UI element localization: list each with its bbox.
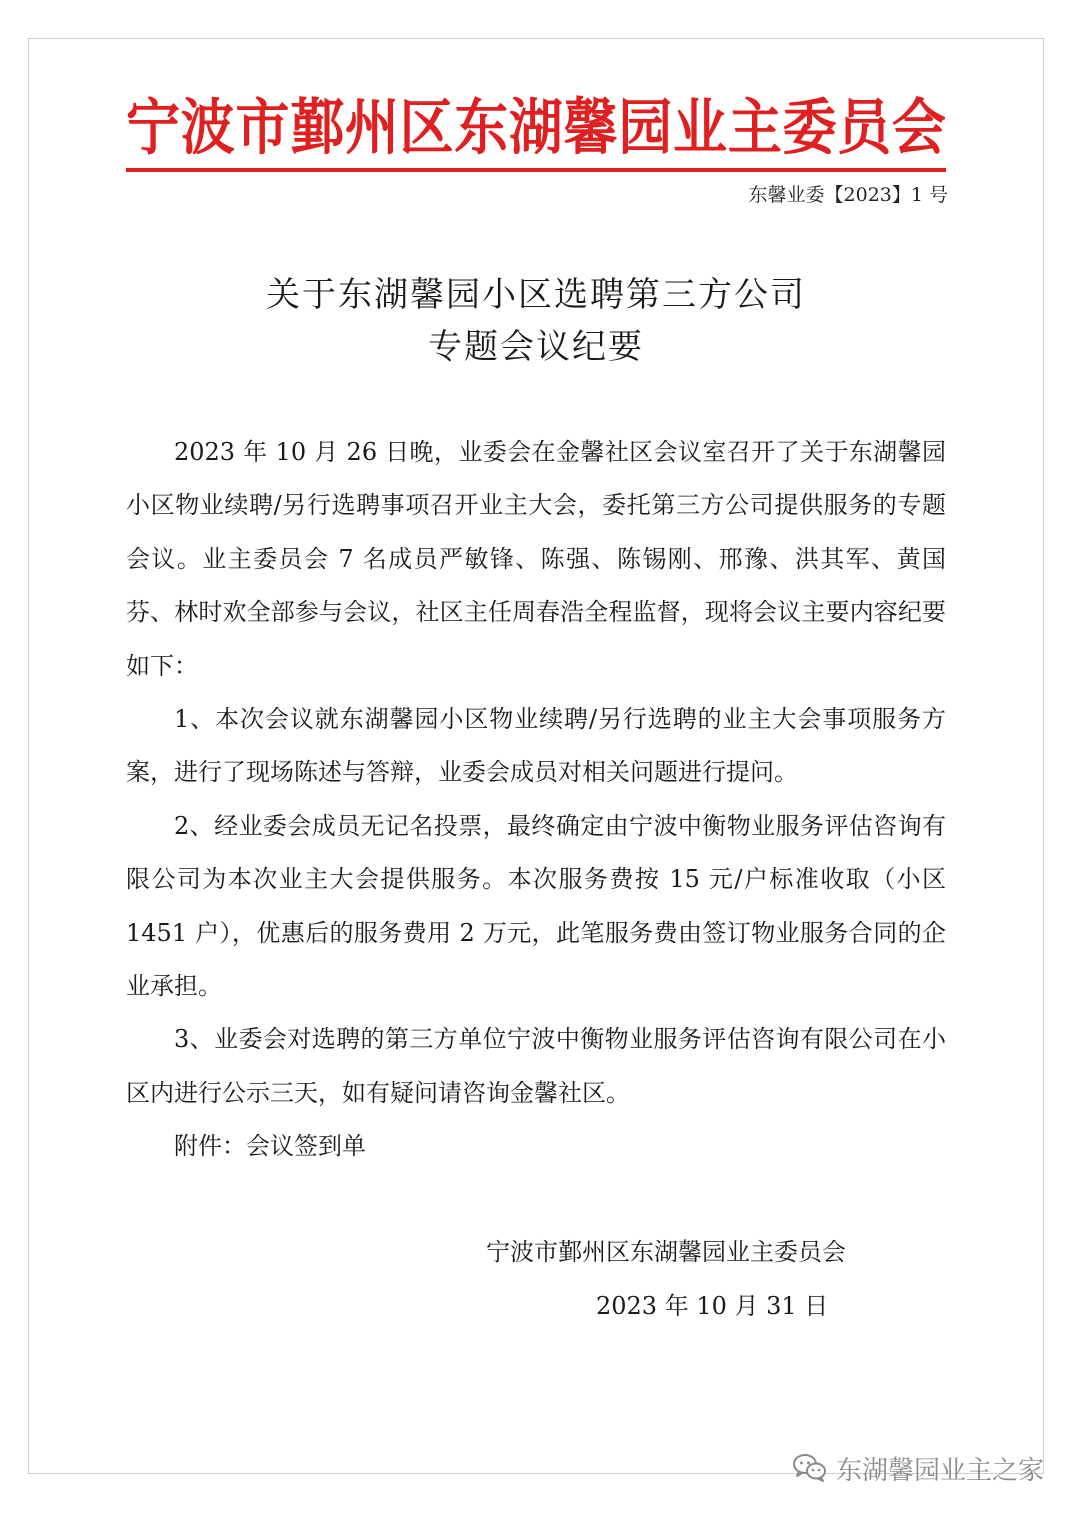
body-paragraph-attachment: 附件：会议签到单 <box>174 1132 366 1161</box>
org-header-char: 湖 <box>508 92 563 163</box>
org-header-char: 东 <box>454 92 509 163</box>
org-header-char: 园 <box>618 92 673 163</box>
body-paragraph-intro: 2023 年 10 月 26 日晚，业委会在金馨社区会议室召开了关于东湖馨园小区物业续聘/另行选聘事项召开业主大会，委托第三方公司提供服务的专题会议。业主委员会 7 名成员严敏锋、陈强、陈锡刚、邢豫、洪其军、黄国芬、林时欢全部参与会议，社区主任周春浩全程监督，现将会议主要内容纪要如下： <box>126 438 946 680</box>
org-header-char: 馨 <box>563 92 618 163</box>
org-header-char: 市 <box>235 92 290 163</box>
header-divider <box>126 168 946 172</box>
body-paragraph-item-2: 2、经业委会成员无记名投票，最终确定由宁波中衡物业服务评估咨询有限公司为本次业主大会提供服务。本次服务费按 15 元/户标准收取（小区 1451 户），优惠后的服务费用 2 万元，此笔服务费由签订物业服务合同的企业承担。 <box>126 811 946 1001</box>
watermark-text: 东湖馨园业主之家 <box>835 1455 1044 1486</box>
wechat-icon <box>792 1453 828 1483</box>
org-header-char: 州 <box>344 92 399 163</box>
document-number: 东馨业委【2023】1 号 <box>748 184 948 206</box>
org-header-char: 主 <box>727 92 782 163</box>
account-watermark <box>792 1448 1044 1488</box>
org-header-char: 宁 <box>126 92 180 163</box>
org-header <box>126 88 946 169</box>
document-body <box>126 426 946 1174</box>
org-header-char: 鄞 <box>290 92 345 163</box>
document-title-line-1: 关于东湖馨园小区选聘第三方公司 <box>266 275 806 315</box>
org-header-char: 区 <box>399 92 454 163</box>
org-header-char: 波 <box>180 92 235 163</box>
org-header-char: 委 <box>782 92 837 163</box>
body-paragraph-item-1: 1、本次会议就东湖馨园小区物业续聘/另行选聘的业主大会事项服务方案，进行了现场陈述与答辩，业委会成员对相关问题进行提问。 <box>126 705 946 787</box>
org-header-char: 会 <box>891 92 946 163</box>
document-title-line-2: 专题会议纪要 <box>428 327 644 367</box>
signature-date: 2023 年 10 月 31 日 <box>596 1292 829 1320</box>
org-header-char: 员 <box>837 92 892 163</box>
signature-org: 宁波市鄞州区东湖馨园业主委员会 <box>486 1238 846 1266</box>
org-header-char: 业 <box>673 92 728 163</box>
body-paragraph-item-3: 3、业委会对选聘的第三方单位宁波中衡物业服务评估咨询有限公司在小区内进行公示三天，如有疑问请咨询金馨社区。 <box>126 1025 946 1107</box>
